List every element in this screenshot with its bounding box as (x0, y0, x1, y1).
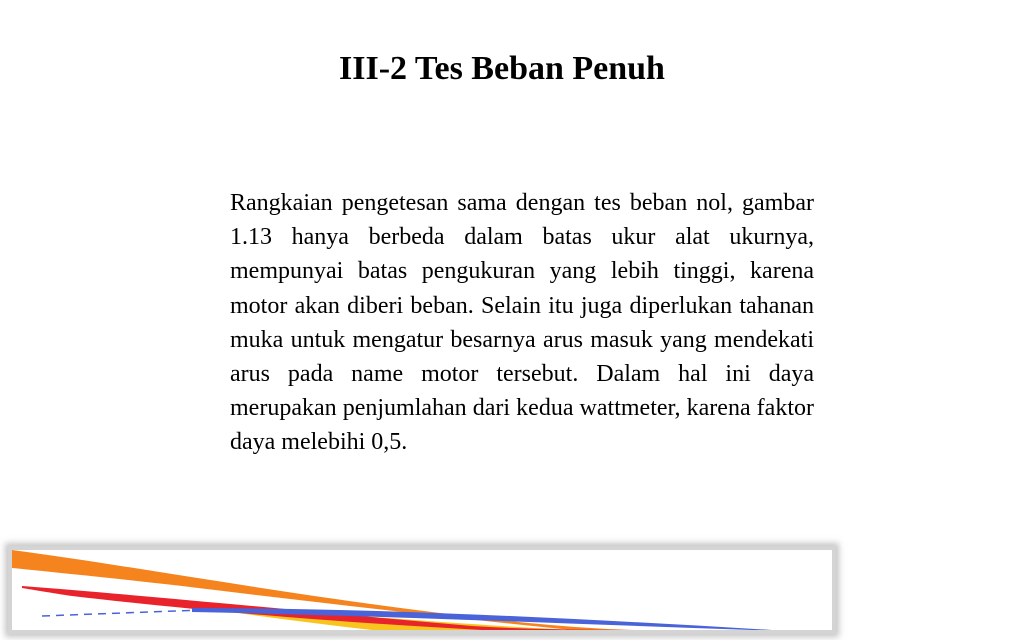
slide-title: III-2 Tes Beban Penuh (339, 50, 665, 87)
decorative-footer-frame (8, 546, 836, 634)
swoosh-graphic (12, 550, 832, 630)
blue-dashed-line (42, 610, 202, 616)
slide-body-text: Rangkaian pengetesan sama dengan tes beban nol, gambar 1.13 hanya berbeda dalam batas ukur alat ukurnya, mempunyai batas pengukuran yang lebih tinggi, karena motor akan diberi beban. Selain itu juga diperlukan tahanan muka untuk mengatur besarnya arus masuk yang mendekati arus pada name motor tersebut. Dalam hal ini daya merupakan penjumlahan dari kedua wattmeter, karena faktor daya melebihi 0,5. (230, 190, 814, 456)
